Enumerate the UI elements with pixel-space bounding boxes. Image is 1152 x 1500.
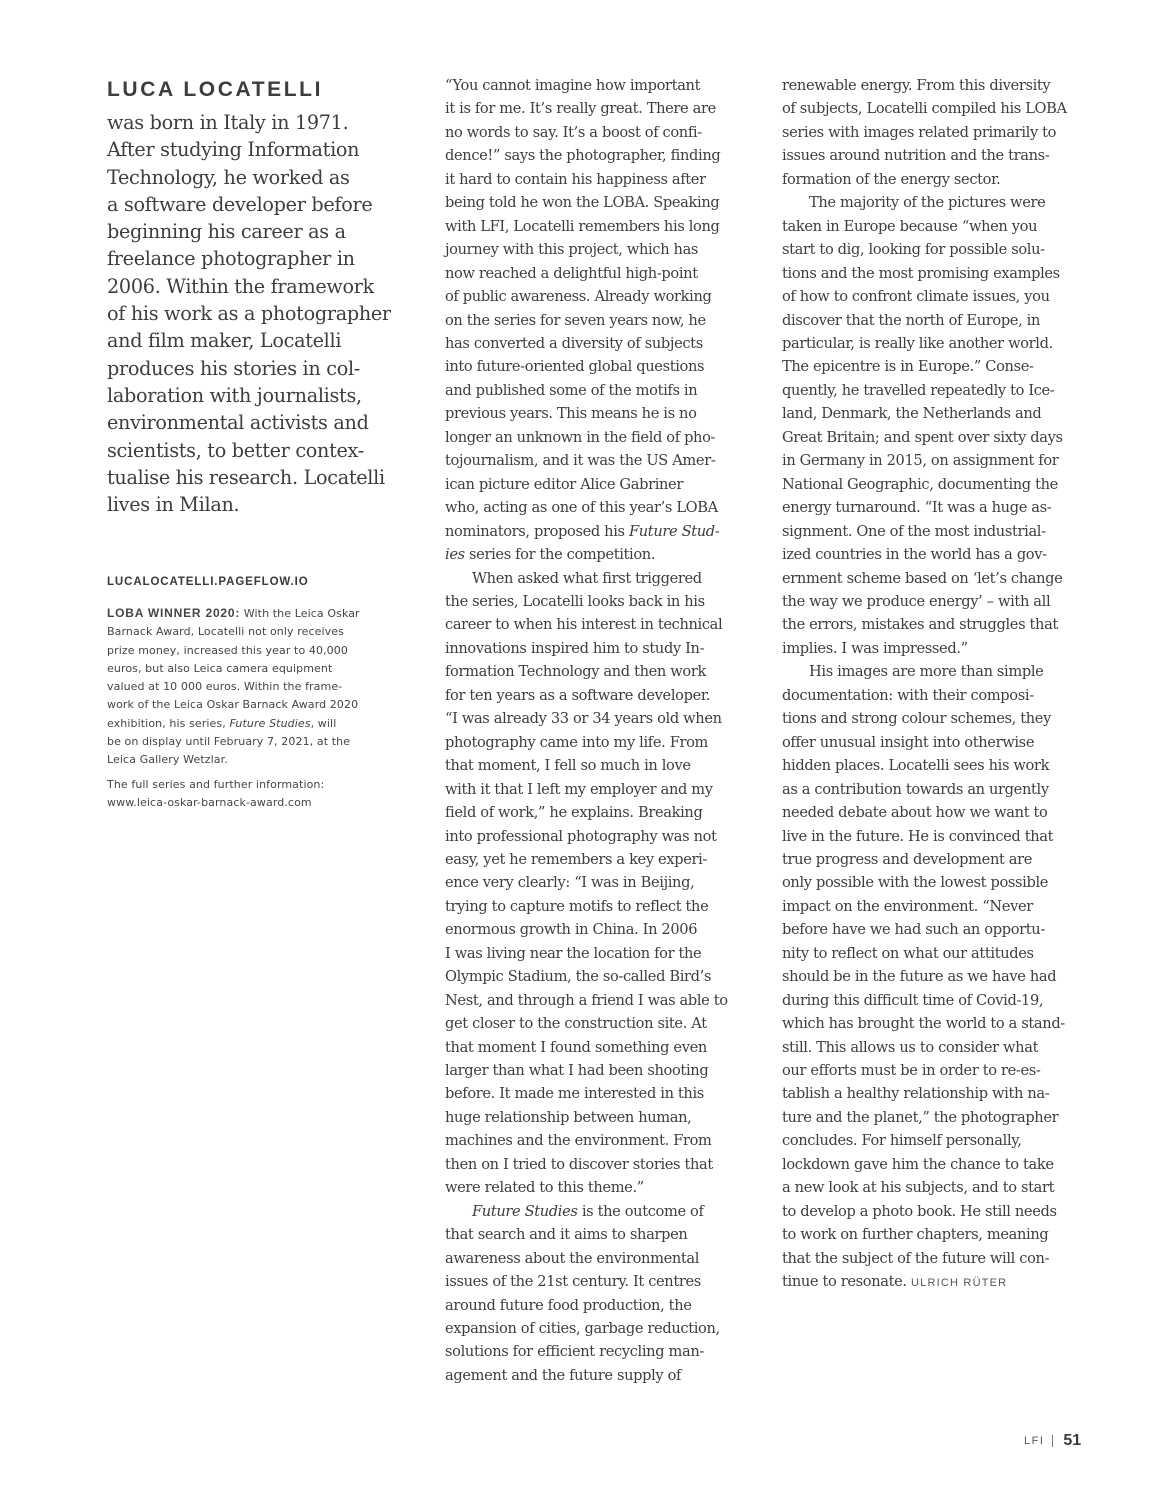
- text-line: “You cannot imagine how important: [445, 77, 701, 94]
- text-line: land, Denmark, the Netherlands and: [782, 405, 1042, 423]
- text-line: nity to reflect on what our attitudes: [782, 944, 1034, 962]
- text-line: true progress and development are: [782, 850, 1033, 868]
- article-paragraph-4: [782, 191, 1087, 660]
- author-byline: ULRICH RÜTER: [911, 1277, 1008, 1290]
- article-paragraph-5: [782, 660, 1087, 1270]
- text-line: into future-oriented global questions: [445, 358, 705, 376]
- text-line: machines and the environment. From: [445, 1132, 712, 1150]
- text-line: it hard to contain his happiness after: [445, 170, 706, 188]
- text-line: photography came into my life. From: [445, 733, 709, 751]
- text-line: with it that I left my employer and my: [445, 780, 713, 798]
- text-line: get closer to the construction site. At: [445, 1015, 707, 1033]
- text-line: ernment scheme based on ‘let’s change: [782, 569, 1063, 587]
- text-line: to work on further chapters, meaning: [782, 1226, 1049, 1244]
- text-line: offer unusual insight into otherwise: [782, 733, 1035, 751]
- award-label: LOBA WINNER 2020:: [107, 606, 241, 620]
- text-line: of public awareness. Already working: [445, 288, 712, 306]
- text-line: tablish a healthy relationship with na-: [782, 1085, 1050, 1103]
- text-line: ies series for the competition.: [445, 546, 656, 564]
- text-line: ican picture editor Alice Gabriner: [445, 475, 683, 493]
- text-line: a new look at his subjects, and to start: [782, 1179, 1055, 1197]
- text-line: dence!” says the photographer, finding: [445, 147, 721, 165]
- text-line: implies. I was impressed.”: [782, 639, 968, 657]
- text-line: formation of the energy sector.: [782, 170, 1001, 188]
- text-line: tojournalism, and it was the US Amer-: [445, 452, 716, 470]
- text-line: National Geographic, documenting the: [782, 475, 1058, 493]
- text-line: I was living near the location for the: [445, 944, 702, 962]
- article-column-middle: [445, 74, 750, 1387]
- text-line: has converted a diversity of subjects: [445, 334, 703, 352]
- text-line: Future Studies is the outcome of: [472, 1202, 704, 1220]
- text-line: easy, yet he remembers a key experi-: [445, 850, 708, 868]
- text-line: still. This allows us to consider what: [782, 1038, 1039, 1056]
- text-line: ized countries in the world has a gov-: [782, 546, 1047, 564]
- text-line: into professional photography was not: [445, 827, 717, 845]
- text-line: signment. One of the most industrial-: [782, 522, 1046, 540]
- text-line: discover that the north of Europe, in: [782, 311, 1041, 329]
- text-line: as a contribution towards an urgently: [782, 780, 1049, 798]
- text-line: enormous growth in China. In 2006: [445, 921, 698, 939]
- text-line: renewable energy. From this diversity: [782, 77, 1051, 94]
- text-line: previous years. This means he is no: [445, 405, 697, 423]
- text-line: it is for me. It’s really great. There are: [445, 100, 716, 118]
- text-line: Nest, and through a friend I was able to: [445, 991, 728, 1009]
- text-line: His images are more than simple: [809, 663, 1044, 681]
- text-line: now reached a delightful high-point: [445, 264, 698, 282]
- text-line: tions and strong colour schemes, they: [782, 710, 1051, 728]
- text-line: for ten years as a software developer.: [445, 686, 711, 704]
- text-line: that the subject of the future will con-: [782, 1249, 1050, 1267]
- text-line: Great Britain; and spent over sixty days: [782, 428, 1063, 446]
- text-line: start to dig, looking for possible solu-: [782, 241, 1045, 259]
- award-paragraph: LOBA WINNER 2020: With the Leica Oskar Barnack Award, Locatelli not only receives prize money, increased this year to 40,000 euros, but also Leica camera equipment valued at 10 000 euros. Within the frame- work of the Leica Oskar Barnack Award 2020 exhibition, his series, Future Studies, will be on display until February 7, 2021, at the Leica Gallery Wetzlar.: [107, 606, 360, 767]
- text-line: issues of the 21st century. It centres: [445, 1273, 701, 1291]
- text-line: were related to this theme.”: [445, 1179, 644, 1197]
- text-line: longer an unknown in the field of pho-: [445, 428, 716, 446]
- text-line: the series, Locatelli looks back in his: [445, 592, 705, 610]
- text-line: before have we had such an opportu-: [782, 921, 1045, 939]
- text-line: ence very clearly: “I was in Beijing,: [445, 874, 695, 892]
- text-line: trying to capture motifs to reflect the: [445, 897, 709, 915]
- text-line: the way we produce energy’ – with all: [782, 592, 1051, 610]
- text-line: agement and the future supply of: [445, 1366, 682, 1384]
- text-line: Olympic Stadium, the so-called Bird’s: [445, 968, 712, 986]
- text-line: being told he won the LOBA. Speaking: [445, 194, 720, 212]
- text-line: only possible with the lowest possible: [782, 874, 1049, 892]
- text-line: tions and the most promising examples: [782, 264, 1060, 282]
- page-number: 51: [1063, 1432, 1082, 1449]
- text-line: that moment, I fell so much in love: [445, 757, 691, 775]
- text-line: on the series for seven years now, he: [445, 311, 706, 329]
- folio-divider: [1052, 1435, 1053, 1447]
- text-line: tinue to resonate. ULRICH RÜTER: [782, 1273, 1008, 1291]
- text-line: formation Technology and then work: [445, 663, 706, 681]
- article-paragraph-1: [445, 74, 750, 520]
- author-bio: was born in Italy in 1971. After studying Information Technology, he worked as a software developer before beginning his career as a freelance photographer in 2006. Within the framework of his work as a photographer and film maker, Locatelli produces his stories in col- laboration with journalists, environmental activists and scientists, to better contex- tualise his research. Locatelli lives in Milan.: [107, 111, 391, 517]
- text-line: ture and the planet,” the photographer: [782, 1108, 1059, 1126]
- page-folio: [1024, 1432, 1081, 1450]
- text-line: quently, he travelled repeatedly to Ice-: [782, 381, 1055, 399]
- article-paragraph-3: [445, 1223, 750, 1387]
- text-line: series with images related primarily to: [782, 123, 1057, 141]
- text-line: that search and it aims to sharpen: [445, 1226, 688, 1244]
- article-paragraph-3-cont: [782, 74, 1087, 191]
- magazine-name: LFI: [1024, 1435, 1045, 1447]
- text-line: nominators, proposed his Future Stud-: [445, 522, 720, 540]
- award-series-title: Future Studies: [229, 716, 311, 730]
- text-line: journey with this project, which has: [445, 241, 699, 259]
- text-line: awareness about the environmental: [445, 1249, 700, 1267]
- text-line: the errors, mistakes and struggles that: [782, 616, 1058, 634]
- author-name: LUCA LOCATELLI: [107, 78, 324, 101]
- text-line: expansion of cities, garbage reduction,: [445, 1320, 720, 1338]
- text-line: needed debate about how we want to: [782, 804, 1048, 822]
- article-paragraph-2: [445, 567, 750, 1200]
- more-info-paragraph: The full series and further information: www.leica-oskar-barnack-award.com: [107, 777, 325, 809]
- text-line: before. It made me interested in this: [445, 1085, 704, 1103]
- text-line: live in the future. He is convinced that: [782, 827, 1054, 845]
- text-line: particular, is really like another world.: [782, 334, 1053, 352]
- author-sidebar: [107, 74, 397, 809]
- text-line: larger than what I had been shooting: [445, 1062, 709, 1080]
- text-line: The majority of the pictures were: [809, 194, 1046, 212]
- text-line: energy turnaround. “It was a huge as-: [782, 499, 1052, 517]
- text-line: during this difficult time of Covid-19,: [782, 991, 1044, 1009]
- text-line: The epicentre is in Europe.” Conse-: [782, 358, 1034, 376]
- text-line: impact on the environment. “Never: [782, 897, 1033, 915]
- text-line: hidden places. Locatelli sees his work: [782, 757, 1050, 775]
- text-line: around future food production, the: [445, 1296, 692, 1314]
- text-line: to develop a photo book. He still needs: [782, 1202, 1057, 1220]
- text-line: When asked what first triggered: [472, 569, 702, 587]
- text-line: of subjects, Locatelli compiled his LOBA: [782, 100, 1067, 118]
- text-line: concludes. For himself personally,: [782, 1132, 1022, 1150]
- text-line: documentation: with their composi-: [782, 686, 1034, 704]
- text-line: career to when his interest in technical: [445, 616, 723, 634]
- text-line: lockdown gave him the chance to take: [782, 1155, 1054, 1173]
- text-line: should be in the future as we have had: [782, 968, 1057, 986]
- text-line: issues around nutrition and the trans-: [782, 147, 1050, 165]
- award-info: [107, 604, 407, 818]
- text-line: huge relationship between human,: [445, 1108, 692, 1126]
- text-line: field of work,” he explains. Breaking: [445, 804, 703, 822]
- text-line: then on I tried to discover stories that: [445, 1155, 713, 1173]
- text-line: who, acting as one of this year’s LOBA: [445, 499, 718, 517]
- text-line: that moment I found something even: [445, 1038, 707, 1056]
- text-line: which has brought the world to a stand-: [782, 1015, 1065, 1033]
- author-website[interactable]: LUCALOCATELLI.PAGEFLOW.IO: [107, 576, 309, 588]
- text-line: solutions for efficient recycling man-: [445, 1343, 704, 1361]
- text-line: “I was already 33 or 34 years old when: [445, 710, 722, 728]
- text-line: taken in Europe because “when you: [782, 217, 1038, 235]
- text-line: with LFI, Locatelli remembers his long: [445, 217, 720, 235]
- text-line: no words to say. It’s a boost of confi-: [445, 123, 702, 141]
- text-line: innovations inspired him to study In-: [445, 639, 705, 657]
- article-column-right: [782, 74, 1087, 1296]
- text-line: in Germany in 2015, on assignment for: [782, 452, 1059, 470]
- text-line: and published some of the motifs in: [445, 381, 698, 399]
- text-line: our efforts must be in order to re-es-: [782, 1062, 1041, 1080]
- text-line: of how to confront climate issues, you: [782, 288, 1050, 306]
